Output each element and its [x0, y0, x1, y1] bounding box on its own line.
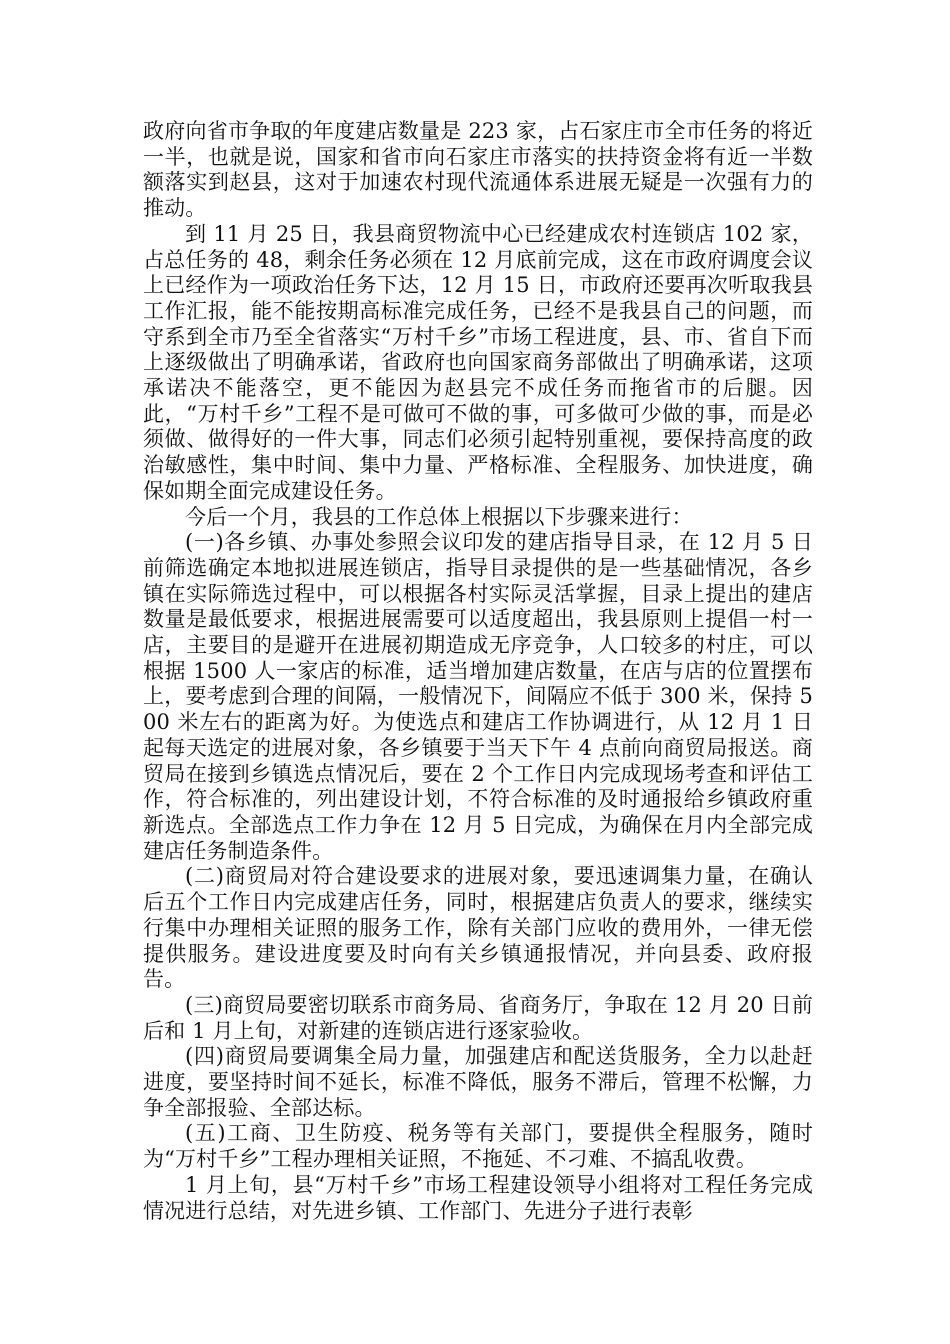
paragraph-step-4: (四)商贸局要调集全局力量，加强建店和配送货服务，全力以赴赶进度，要坚持时间不延长，标准不降低，服务不滞后，管理不松懈，力争全部报验、全部达标。	[143, 1044, 813, 1120]
paragraph-intro-continuation: 政府向省市争取的年度建店数量是 223 家，占石家庄市全市任务的将近一半，也就是说，国家和省市向石家庄市落实的扶持资金将有近一半数额落实到赵县，这对于加速农村现代流通体系进展无疑是一次强有力的推动。	[143, 119, 813, 221]
document-body	[143, 119, 813, 1224]
paragraph-step-1: (一)各乡镇、办事处参照会议印发的建店指导目录，在 12 月 5 日前筛选确定本地拟进展连锁店，指导目录提供的是一些基础情况，各乡镇在实际筛选过程中，可以根据各村实际灵活掌握，目录上提出的建店数量是最低要求，根据进展需要可以适度超出，我县原则上提倡一村一店，主要目的是避开在进展初期造成无序竞争，人口较多的村庄，可以根据 1500 人一家店的标准，适当增加建店数量，在店与店的位置摆布上，要考虑到合理的间隔，一般情况下，间隔应不低于 300 米，保持 500 米左右的距离为好。为使选点和建店工作协调进行，从 12 月 1 日起每天选定的进展对象，各乡镇要于当天下午 4 点前向商贸局报送。商贸局在接到乡镇选点情况后，要在 2 个工作日内完成现场考查和评估工作，符合标准的，列出建设计划，不符合标准的及时通报给乡镇政府重新选点。全部选点工作力争在 12 月 5 日完成，为确保在月内全部完成建店任务制造条件。	[143, 530, 813, 863]
paragraph-step-5: (五)工商、卫生防疫、税务等有关部门，要提供全程服务，随时为“万村千乡”工程办理相关证照，不拖延、不刁难、不搞乱收费。	[143, 1121, 813, 1172]
paragraph-steps-intro: 今后一个月，我县的工作总体上根据以下步骤来进行：	[185, 504, 693, 529]
paragraph-step-2: (二)商贸局对符合建设要求的进展对象，要迅速调集力量，在确认后五个工作日内完成建店任务，同时，根据建店负责人的要求，继续实行集中办理相关证照的服务工作，除有关部门应收的费用外，一律无偿提供服务。建设进度要及时向有关乡镇通报情况，并向县委、政府报告。	[143, 864, 813, 992]
paragraph-summary: 1 月上旬，县“万村千乡”市场工程建设领导小组将对工程任务完成情况进行总结，对先进乡镇、工作部门、先进分子进行表彰	[143, 1172, 813, 1223]
paragraph-step-3: (三)商贸局要密切联系市商务局、省商务厅，争取在 12 月 20 日前后和 1 月上旬，对新建的连锁店进行逐家验收。	[143, 992, 813, 1043]
paragraph-progress-status: 到 11 月 25 日，我县商贸物流中心已经建成农村连锁店 102 家，占总任务的 48，剩余任务必须在 12 月底前完成，这在市政府调度会议上已经作为一项政治任务下达，12 月 15 日，市政府还要再次听取我县工作汇报，能不能按期高标准完成任务，已经不是我县自己的问题，而守系到全市乃至全省落实“万村千乡”市场工程进度，县、市、省自下而上逐级做出了明确承诺，省政府也向国家商务部做出了明确承诺，这项承诺决不能落空，更不能因为赵县完不成任务而拖省市的后腿。因此，“万村千乡”工程不是可做可不做的事，可多做可少做的事，而是必须做、做得好的一件大事，同志们必须引起特别重视，要保持高度的政治敏感性，集中时间、集中力量、严格标准、全程服务、加快进度，确保如期全面完成建设任务。	[143, 221, 813, 503]
